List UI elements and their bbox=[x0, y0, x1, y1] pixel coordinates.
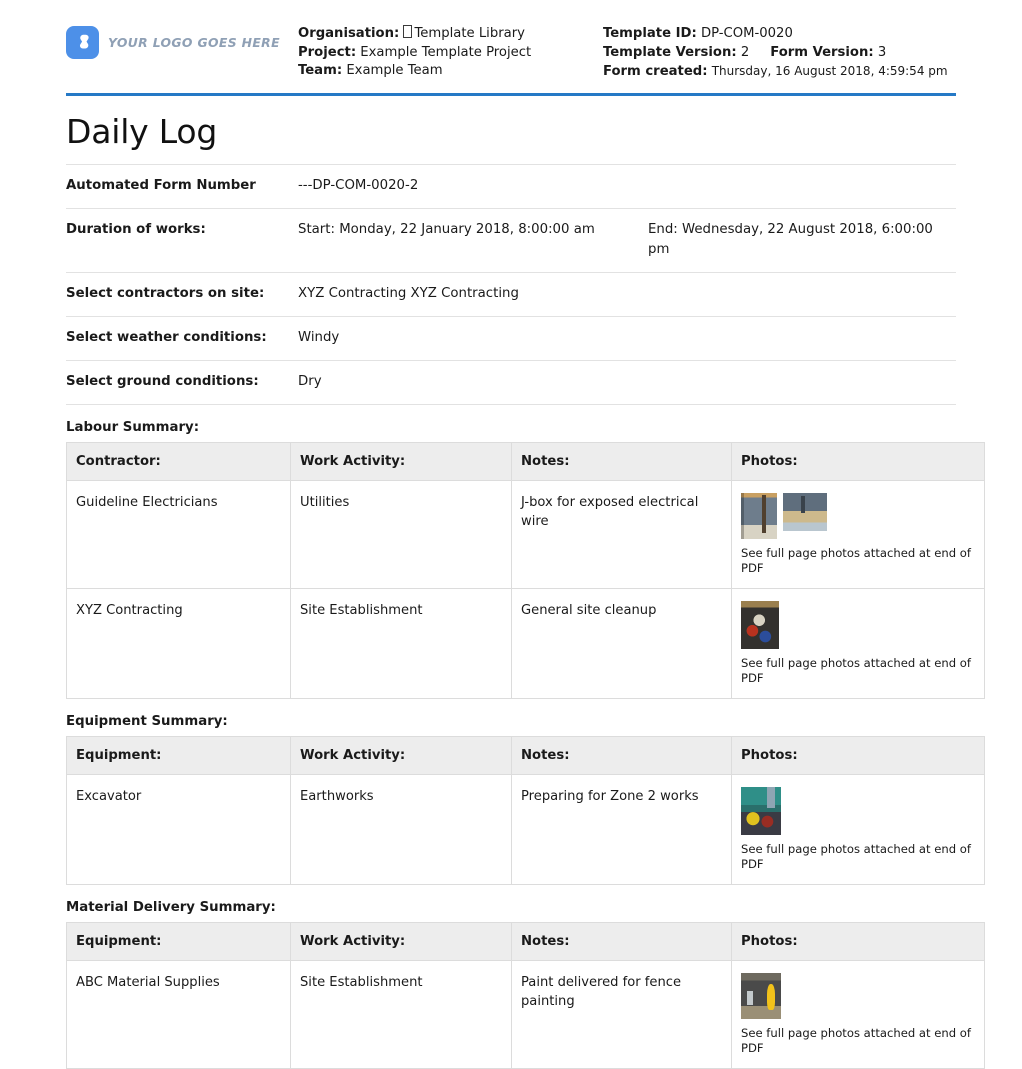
section-title: Material Delivery Summary: bbox=[66, 899, 276, 915]
form-field-row bbox=[66, 209, 956, 273]
thumbnail-strip bbox=[741, 601, 975, 649]
team-label: Team: bbox=[298, 63, 343, 78]
logo-placeholder-text: YOUR LOGO GOES HERE bbox=[108, 35, 280, 50]
header-team-line bbox=[298, 62, 603, 81]
table-header-row bbox=[67, 442, 985, 480]
form-field-label: Duration of works: bbox=[66, 221, 206, 237]
table-cell: J-box for exposed electrical wire bbox=[512, 480, 732, 588]
header-divider bbox=[66, 93, 956, 96]
table-cell: Earthworks bbox=[291, 774, 512, 884]
photo-attachment-note: See full page photos attached at end of PDF bbox=[741, 841, 971, 871]
form-created-label: Form created: bbox=[603, 64, 708, 79]
column-header: Work Activity: bbox=[291, 922, 512, 960]
header-project-line bbox=[298, 44, 603, 63]
thumbnail-strip bbox=[741, 493, 975, 539]
organisation-value: Template Library bbox=[414, 26, 525, 41]
header-template-block bbox=[603, 16, 984, 82]
header-template-id-line bbox=[603, 25, 984, 44]
company-logo-icon bbox=[66, 26, 99, 59]
column-header: Contractor: bbox=[67, 442, 291, 480]
organisation-label: Organisation: bbox=[298, 26, 400, 41]
form-field-value bbox=[298, 220, 956, 260]
project-value: Example Template Project bbox=[360, 44, 532, 60]
table-cell: Site Establishment bbox=[291, 588, 512, 698]
header-organisation-line bbox=[298, 25, 603, 44]
form-field-label: Automated Form Number bbox=[66, 177, 256, 193]
header-org-block bbox=[298, 16, 603, 81]
thumbnail-strip bbox=[741, 973, 975, 1019]
table-cell: XYZ Contracting bbox=[67, 588, 291, 698]
table-cell: ABC Material Supplies bbox=[67, 960, 291, 1068]
table-cell: General site cleanup bbox=[512, 588, 732, 698]
page-title: Daily Log bbox=[66, 111, 218, 151]
form-field-list bbox=[66, 164, 956, 405]
column-header: Photos: bbox=[732, 442, 985, 480]
template-id-value: DP-COM-0020 bbox=[700, 26, 793, 41]
column-header: Equipment: bbox=[67, 736, 291, 774]
photos-cell bbox=[732, 960, 985, 1068]
photos-cell bbox=[732, 774, 985, 884]
form-field-value bbox=[298, 328, 956, 348]
form-field-value bbox=[298, 372, 956, 392]
form-field-value bbox=[298, 284, 956, 304]
form-field-value-start: Start: Monday, 22 January 2018, 8:00:00 am bbox=[298, 221, 595, 237]
table-header-row bbox=[67, 736, 985, 774]
table-row bbox=[67, 480, 985, 588]
table-cell: Paint delivered for fence painting bbox=[512, 960, 732, 1068]
table-header-row bbox=[67, 922, 985, 960]
form-version-label: Form Version: bbox=[770, 44, 874, 60]
table-row bbox=[67, 960, 985, 1068]
form-field-value-text: XYZ Contracting XYZ Contracting bbox=[298, 285, 519, 301]
column-header: Work Activity: bbox=[291, 736, 512, 774]
template-version-value: 2 bbox=[740, 44, 750, 60]
logo-s-glyph-icon bbox=[66, 26, 99, 59]
table-cell: Utilities bbox=[291, 480, 512, 588]
form-field-label: Select contractors on site: bbox=[66, 285, 265, 301]
photo-thumbnail[interactable] bbox=[741, 493, 777, 539]
table-cell: Site Establishment bbox=[291, 960, 512, 1068]
form-field-row bbox=[66, 317, 956, 361]
photos-cell bbox=[732, 588, 985, 698]
photos-cell bbox=[732, 480, 985, 588]
header-form-created-line bbox=[603, 62, 984, 82]
summary-sections bbox=[0, 420, 1022, 1069]
section-title: Equipment Summary: bbox=[66, 713, 228, 729]
summary-table bbox=[66, 442, 985, 699]
form-field-row bbox=[66, 361, 956, 405]
section-title: Labour Summary: bbox=[66, 419, 200, 435]
form-field-value-end: End: Wednesday, 22 August 2018, 6:00:00 pm bbox=[648, 221, 933, 257]
summary-table bbox=[66, 922, 985, 1069]
column-header: Notes: bbox=[512, 736, 732, 774]
header-version-line bbox=[603, 44, 984, 63]
column-header: Equipment: bbox=[67, 922, 291, 960]
column-header: Notes: bbox=[512, 922, 732, 960]
project-label: Project: bbox=[298, 44, 357, 60]
form-field-row bbox=[66, 273, 956, 317]
logo-block bbox=[66, 16, 298, 59]
form-field-value-text: Windy bbox=[298, 329, 340, 345]
table-cell: Excavator bbox=[67, 774, 291, 884]
template-version-label: Template Version: bbox=[603, 44, 737, 60]
document-header bbox=[0, 0, 1022, 82]
summary-table bbox=[66, 736, 985, 885]
column-header: Work Activity: bbox=[291, 442, 512, 480]
table-row bbox=[67, 588, 985, 698]
missing-glyph-icon bbox=[403, 25, 412, 38]
photo-thumbnail[interactable] bbox=[741, 601, 779, 649]
table-row bbox=[67, 774, 985, 884]
form-field-value bbox=[298, 176, 956, 196]
thumbnail-strip bbox=[741, 787, 975, 835]
column-header: Photos: bbox=[732, 736, 985, 774]
photo-thumbnail[interactable] bbox=[741, 973, 781, 1019]
photo-thumbnail[interactable] bbox=[741, 787, 781, 835]
photo-attachment-note: See full page photos attached at end of PDF bbox=[741, 1025, 971, 1055]
table-cell: Guideline Electricians bbox=[67, 480, 291, 588]
form-version-value: 3 bbox=[877, 44, 887, 60]
form-field-row bbox=[66, 165, 956, 209]
form-field-value-text: ---DP-COM-0020-2 bbox=[298, 177, 419, 193]
photo-thumbnail[interactable] bbox=[783, 493, 827, 531]
template-id-label: Template ID: bbox=[603, 26, 697, 41]
column-header: Notes: bbox=[512, 442, 732, 480]
form-field-label: Select ground conditions: bbox=[66, 373, 259, 389]
table-cell: Preparing for Zone 2 works bbox=[512, 774, 732, 884]
photo-attachment-note: See full page photos attached at end of PDF bbox=[741, 545, 971, 575]
form-field-label: Select weather conditions: bbox=[66, 329, 267, 345]
column-header: Photos: bbox=[732, 922, 985, 960]
photo-attachment-note: See full page photos attached at end of PDF bbox=[741, 655, 971, 685]
team-value: Example Team bbox=[346, 63, 443, 78]
form-field-value-text: Dry bbox=[298, 373, 322, 389]
form-created-value: Thursday, 16 August 2018, 4:59:54 pm bbox=[711, 64, 948, 78]
